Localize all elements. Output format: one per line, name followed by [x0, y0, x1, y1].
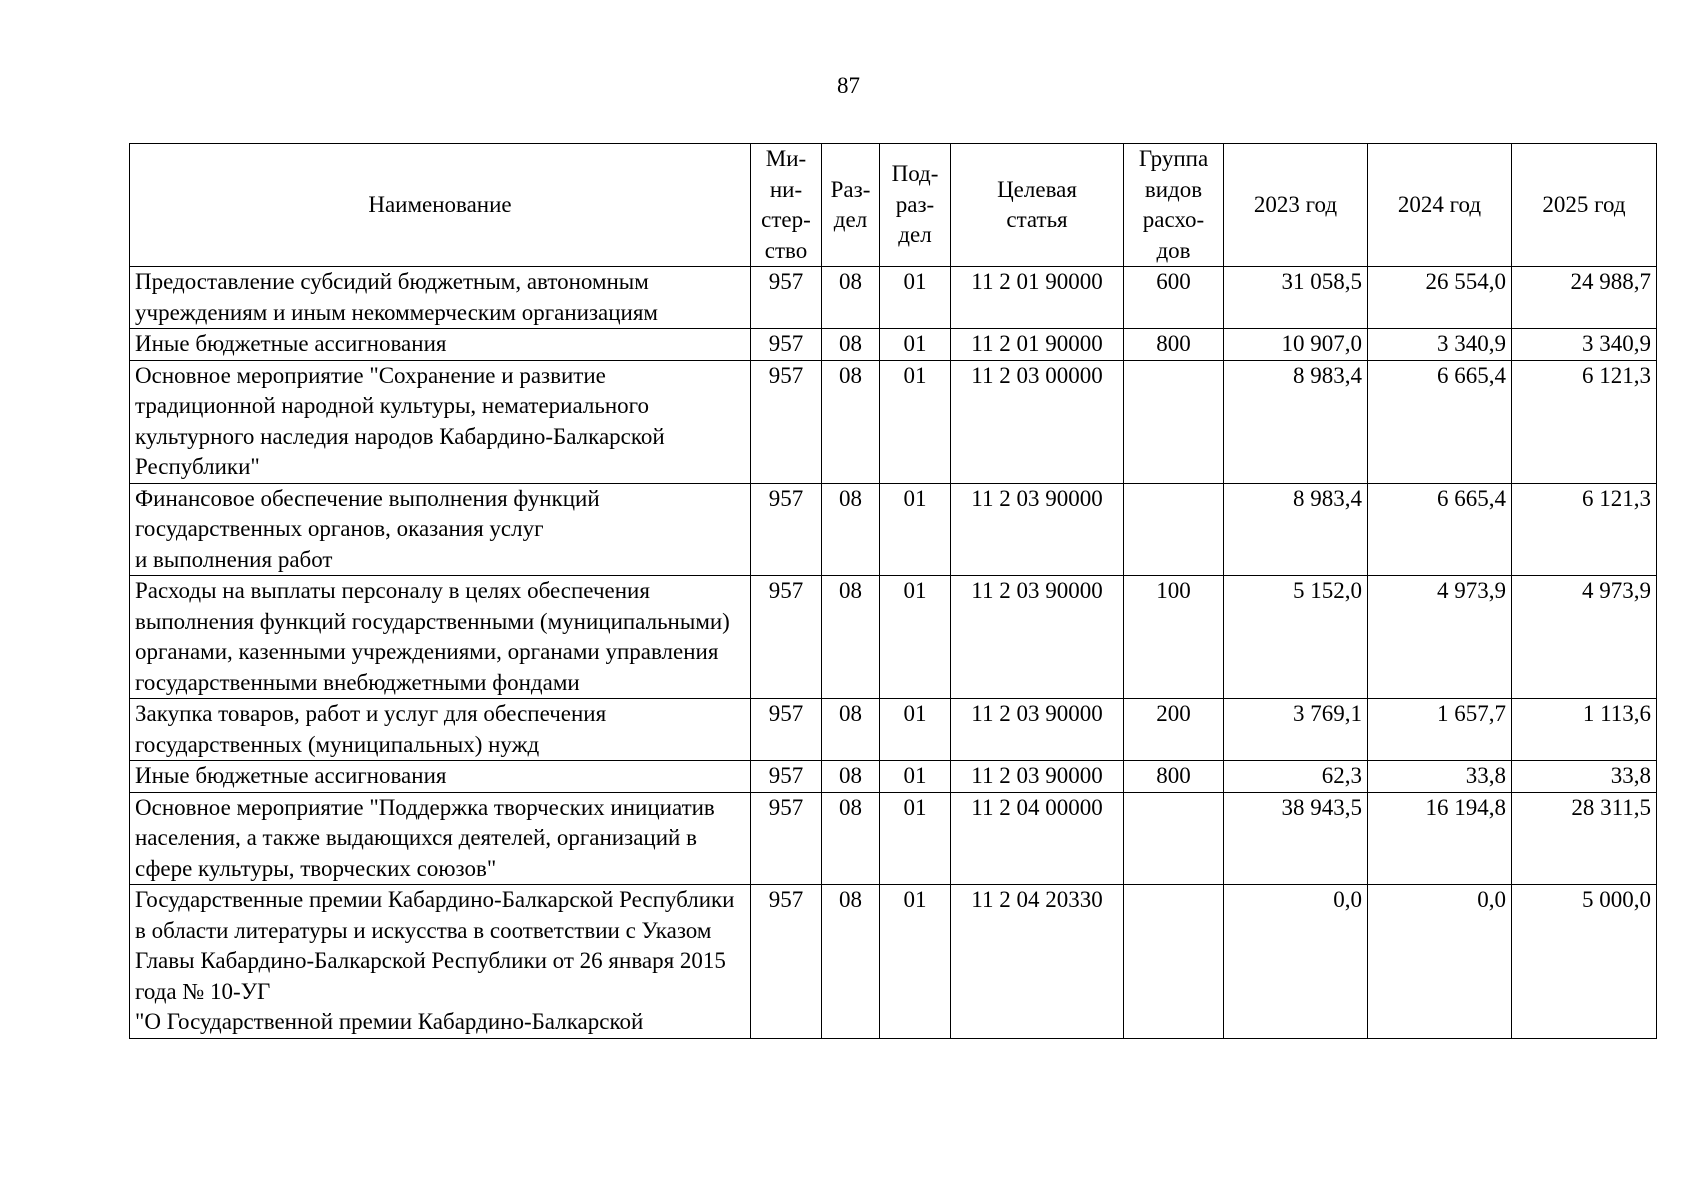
header-section: Раз- дел: [822, 144, 880, 267]
cell-2025: 6 121,3: [1512, 360, 1657, 483]
cell-expense-group: 100: [1124, 576, 1224, 699]
cell-section: 08: [822, 329, 880, 361]
budget-table: [129, 143, 1657, 1039]
cell-2024: 1 657,7: [1368, 699, 1512, 761]
cell-name: Основное мероприятие "Поддержка творческих инициатив населения, а также выдающихся деятелей, организаций в сфере культуры, творческих союзов": [130, 792, 751, 885]
cell-subsection: 01: [880, 576, 951, 699]
cell-target: 11 2 03 90000: [951, 483, 1124, 576]
cell-2023: 10 907,0: [1224, 329, 1368, 361]
table-row: [130, 360, 1657, 483]
header-2025: 2025 год: [1512, 144, 1657, 267]
header-2023: 2023 год: [1224, 144, 1368, 267]
header-name: Наименование: [130, 144, 751, 267]
cell-target: 11 2 03 90000: [951, 699, 1124, 761]
cell-target: 11 2 03 90000: [951, 576, 1124, 699]
cell-2024: 26 554,0: [1368, 267, 1512, 329]
cell-2023: 5 152,0: [1224, 576, 1368, 699]
cell-2025: 3 340,9: [1512, 329, 1657, 361]
cell-2025: 5 000,0: [1512, 885, 1657, 1039]
page-number: 87: [837, 73, 860, 98]
cell-target: 11 2 04 20330: [951, 885, 1124, 1039]
header-ministry: Ми- ни- стер- ство: [751, 144, 822, 267]
table-row: [130, 483, 1657, 576]
header-subsection: Под- раз- дел: [880, 144, 951, 267]
table-row: [130, 885, 1657, 1039]
cell-name: Финансовое обеспечение выполнения функций государственных органов, оказания услуг и выполнения работ: [130, 483, 751, 576]
cell-name: Основное мероприятие "Сохранение и развитие традиционной народной культуры, нематериального культурного наследия народов Кабардино-Балкарской Республики": [130, 360, 751, 483]
cell-name: Государственные премии Кабардино-Балкарской Республики в области литературы и искусства в соответствии с Указом Главы Кабардино-Балкарской Республики от 26 января 2015 года № 10-УГ "О Государственной премии Кабардино-Балкарской: [130, 885, 751, 1039]
cell-2023: 62,3: [1224, 761, 1368, 793]
cell-2024: 4 973,9: [1368, 576, 1512, 699]
cell-name: Иные бюджетные ассигнования: [130, 761, 751, 793]
cell-2025: 24 988,7: [1512, 267, 1657, 329]
cell-2025: 4 973,9: [1512, 576, 1657, 699]
cell-2023: 8 983,4: [1224, 483, 1368, 576]
cell-name: Предоставление субсидий бюджетным, автономным учреждениям и иным некоммерческим организациям: [130, 267, 751, 329]
cell-ministry: 957: [751, 761, 822, 793]
cell-2023: 0,0: [1224, 885, 1368, 1039]
cell-target: 11 2 04 00000: [951, 792, 1124, 885]
cell-ministry: 957: [751, 329, 822, 361]
cell-expense-group: [1124, 792, 1224, 885]
cell-name: Иные бюджетные ассигнования: [130, 329, 751, 361]
cell-2023: 8 983,4: [1224, 360, 1368, 483]
cell-ministry: 957: [751, 885, 822, 1039]
header-2024: 2024 год: [1368, 144, 1512, 267]
cell-expense-group: [1124, 885, 1224, 1039]
cell-section: 08: [822, 360, 880, 483]
cell-2024: 6 665,4: [1368, 483, 1512, 576]
cell-2025: 28 311,5: [1512, 792, 1657, 885]
cell-subsection: 01: [880, 329, 951, 361]
header-target: Целевая статья: [951, 144, 1124, 267]
cell-target: 11 2 01 90000: [951, 329, 1124, 361]
cell-2024: 6 665,4: [1368, 360, 1512, 483]
cell-2024: 0,0: [1368, 885, 1512, 1039]
cell-section: 08: [822, 792, 880, 885]
cell-ministry: 957: [751, 576, 822, 699]
cell-subsection: 01: [880, 360, 951, 483]
cell-target: 11 2 03 90000: [951, 761, 1124, 793]
cell-subsection: 01: [880, 761, 951, 793]
cell-expense-group: [1124, 483, 1224, 576]
header-expense-group: Группа видов расхо- дов: [1124, 144, 1224, 267]
cell-subsection: 01: [880, 792, 951, 885]
cell-2023: 38 943,5: [1224, 792, 1368, 885]
cell-section: 08: [822, 699, 880, 761]
cell-2024: 3 340,9: [1368, 329, 1512, 361]
cell-section: 08: [822, 576, 880, 699]
cell-expense-group: 200: [1124, 699, 1224, 761]
cell-2023: 31 058,5: [1224, 267, 1368, 329]
table-row: [130, 761, 1657, 793]
cell-subsection: 01: [880, 699, 951, 761]
cell-expense-group: [1124, 360, 1224, 483]
cell-section: 08: [822, 885, 880, 1039]
cell-2023: 3 769,1: [1224, 699, 1368, 761]
table-row: [130, 267, 1657, 329]
cell-section: 08: [822, 483, 880, 576]
cell-target: 11 2 03 00000: [951, 360, 1124, 483]
cell-ministry: 957: [751, 792, 822, 885]
cell-2024: 16 194,8: [1368, 792, 1512, 885]
cell-ministry: 957: [751, 360, 822, 483]
cell-expense-group: 600: [1124, 267, 1224, 329]
table-row: [130, 699, 1657, 761]
cell-ministry: 957: [751, 483, 822, 576]
cell-ministry: 957: [751, 267, 822, 329]
table-header-row: [130, 144, 1657, 267]
cell-2025: 33,8: [1512, 761, 1657, 793]
cell-expense-group: 800: [1124, 329, 1224, 361]
cell-section: 08: [822, 761, 880, 793]
cell-name: Расходы на выплаты персоналу в целях обеспечения выполнения функций государственными (муниципальными) органами, казенными учреждениями, органами управления государственными внебюджетными фондами: [130, 576, 751, 699]
cell-2024: 33,8: [1368, 761, 1512, 793]
cell-subsection: 01: [880, 267, 951, 329]
table-row: [130, 792, 1657, 885]
cell-subsection: 01: [880, 483, 951, 576]
cell-target: 11 2 01 90000: [951, 267, 1124, 329]
cell-expense-group: 800: [1124, 761, 1224, 793]
cell-name: Закупка товаров, работ и услуг для обеспечения государственных (муниципальных) нужд: [130, 699, 751, 761]
cell-2025: 1 113,6: [1512, 699, 1657, 761]
cell-2025: 6 121,3: [1512, 483, 1657, 576]
table-row: [130, 576, 1657, 699]
cell-subsection: 01: [880, 885, 951, 1039]
cell-section: 08: [822, 267, 880, 329]
cell-ministry: 957: [751, 699, 822, 761]
table-row: [130, 329, 1657, 361]
